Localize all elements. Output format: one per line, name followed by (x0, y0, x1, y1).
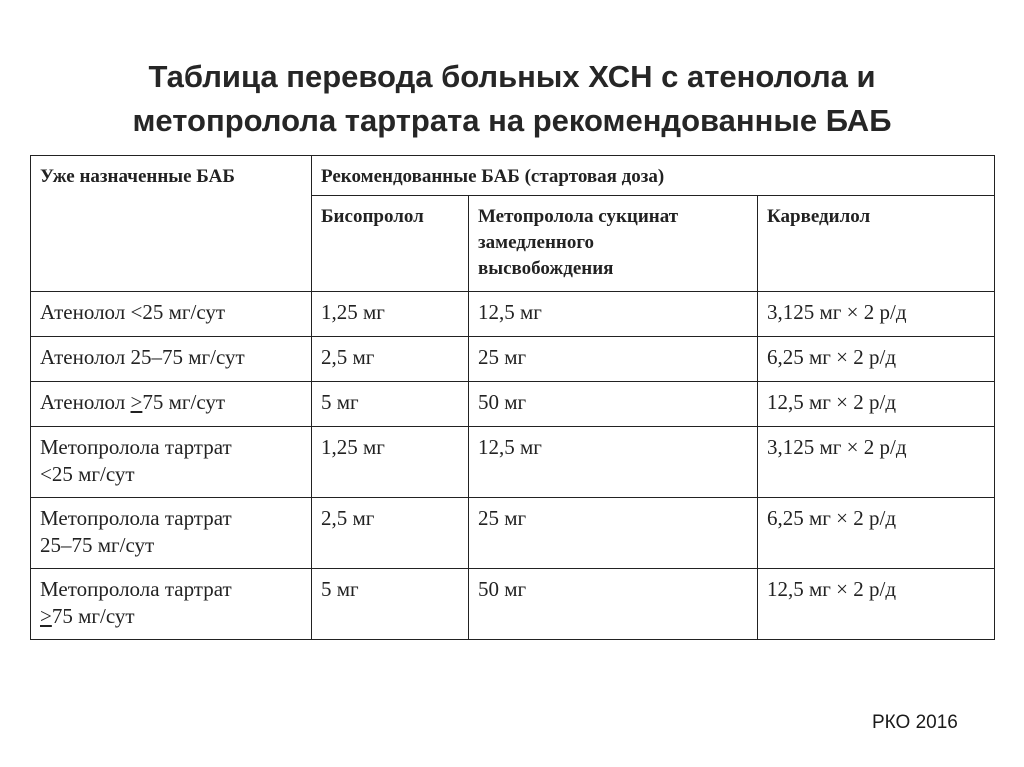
cell-metoprolol-dose: 50 мг (469, 569, 758, 640)
slide-title (0, 55, 1024, 143)
cell-carvedilol-dose: 3,125 мг × 2 р/д (758, 427, 995, 498)
cell-bisoprolol-dose: 1,25 мг (312, 427, 469, 498)
cell-prescribed-drug: Атенолол 25–75 мг/сут (31, 337, 312, 382)
subheader-carvedilol: Карведилол (758, 196, 995, 292)
table-row (31, 498, 995, 569)
conversion-table (30, 155, 995, 640)
table-row (31, 569, 995, 640)
cell-metoprolol-dose: 50 мг (469, 382, 758, 427)
cell-prescribed-drug (31, 427, 312, 498)
subheader-metoprolol-line-3: высвобождения (478, 258, 614, 279)
subheader-bisoprolol: Бисопролол (312, 196, 469, 292)
greater-equal-sign: > (40, 604, 52, 628)
cell-carvedilol-dose: 12,5 мг × 2 р/д (758, 569, 995, 640)
cell-bisoprolol-dose: 2,5 мг (312, 498, 469, 569)
cell-metoprolol-dose: 25 мг (469, 337, 758, 382)
cell-prescribed-drug (31, 498, 312, 569)
table-row (31, 292, 995, 337)
drug-dose-text: <25 мг/сут (40, 462, 135, 486)
drug-dose-text: 75 мг/сут (51, 604, 135, 628)
cell-bisoprolol-dose: 5 мг (312, 382, 469, 427)
drug-dose-line (40, 603, 302, 630)
cell-prescribed-drug (31, 382, 312, 427)
table-row (31, 382, 995, 427)
table-row (31, 337, 995, 382)
slide-title-line-2: метопролола тартрата на рекомендованные БАБ (132, 102, 892, 138)
cell-bisoprolol-dose: 2,5 мг (312, 337, 469, 382)
cell-metoprolol-dose: 25 мг (469, 498, 758, 569)
cell-bisoprolol-dose: 5 мг (312, 569, 469, 640)
header-already-prescribed: Уже назначенные БАБ (31, 156, 312, 292)
source-citation: РКО 2016 (872, 712, 958, 733)
cell-carvedilol-dose: 3,125 мг × 2 р/д (758, 292, 995, 337)
cell-bisoprolol-dose: 1,25 мг (312, 292, 469, 337)
cell-metoprolol-dose: 12,5 мг (469, 427, 758, 498)
cell-carvedilol-dose: 6,25 мг × 2 р/д (758, 498, 995, 569)
greater-equal-sign: > (130, 390, 143, 414)
cell-carvedilol-dose: 12,5 мг × 2 р/д (758, 382, 995, 427)
table-header-row (31, 156, 995, 196)
cell-metoprolol-dose: 12,5 мг (469, 292, 758, 337)
subheader-metoprolol-line-1: Метопролола сукцинат (478, 206, 679, 227)
slide-title-line-1: Таблица перевода больных ХСН с атенолола и (148, 58, 876, 94)
drug-name-text: Метопролола тартрат (40, 577, 232, 601)
table-row (31, 427, 995, 498)
header-recommended: Рекомендованные БАБ (стартовая доза) (312, 156, 995, 196)
drug-dose-text: 25–75 мг/сут (40, 533, 155, 557)
cell-prescribed-drug: Атенолол <25 мг/сут (31, 292, 312, 337)
drug-dose-text: 75 мг/сут (142, 390, 226, 414)
cell-carvedilol-dose: 6,25 мг × 2 р/д (758, 337, 995, 382)
drug-name-text: Метопролола тартрат (40, 435, 232, 459)
subheader-metoprolol-line-2: замедленного (478, 232, 595, 253)
drug-name-text: Атенолол (40, 390, 131, 414)
drug-name-text: Метопролола тартрат (40, 506, 232, 530)
cell-prescribed-drug (31, 569, 312, 640)
subheader-metoprolol-succinate (469, 196, 758, 292)
